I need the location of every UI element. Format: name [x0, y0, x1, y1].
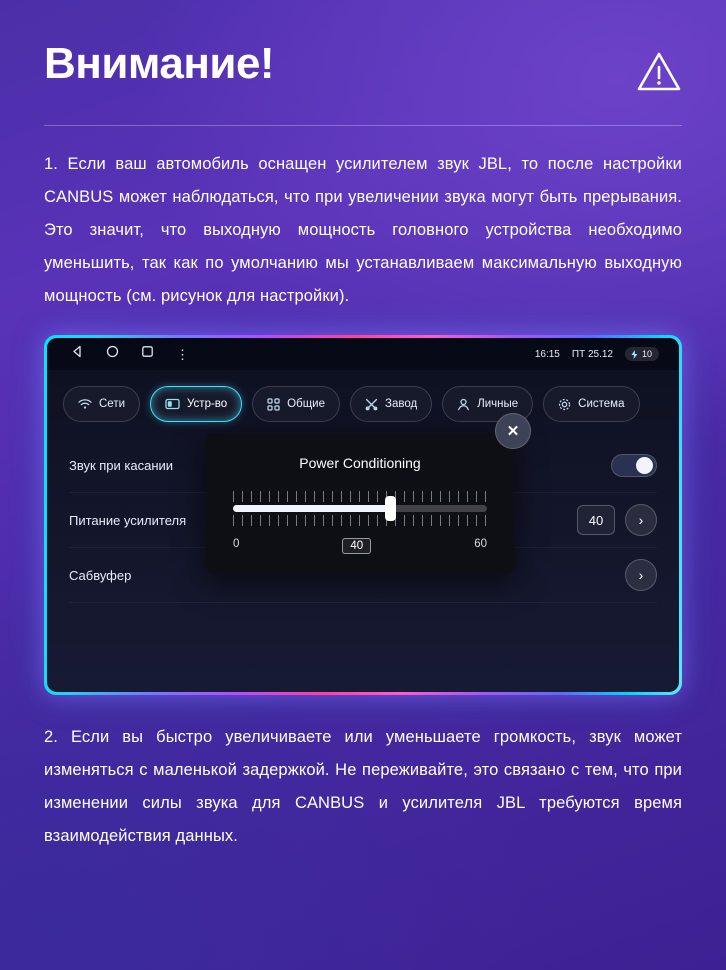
status-time: 16:15 [534, 348, 560, 360]
overflow-menu-icon[interactable]: ⋮ [176, 346, 189, 362]
square-icon[interactable] [141, 345, 154, 363]
row-control [625, 559, 657, 591]
tab-device[interactable] [150, 386, 242, 422]
slider-track[interactable] [233, 505, 487, 512]
tab-system[interactable] [543, 386, 639, 422]
power-slider[interactable] [225, 491, 495, 526]
page-header [0, 0, 726, 99]
tools-icon [365, 398, 378, 411]
android-status-bar [47, 338, 679, 370]
chevron-right-icon[interactable]: › [625, 559, 657, 591]
tab-label: Общие [287, 398, 325, 410]
gear-icon [558, 398, 571, 411]
home-circle-icon[interactable] [106, 345, 119, 363]
battery-icon [625, 347, 659, 361]
tab-label: Сети [99, 398, 126, 410]
tab-label: Личные [477, 398, 519, 410]
settings-tab-bar [47, 370, 679, 434]
page-title: Внимание! [44, 39, 275, 88]
status-right-cluster [535, 347, 665, 361]
slider-fill [233, 505, 390, 512]
tab-networks[interactable] [63, 386, 140, 422]
tab-general[interactable] [252, 386, 340, 422]
tab-factory[interactable] [350, 386, 432, 422]
slider-ticks-bottom [233, 515, 487, 526]
close-icon[interactable]: ✕ [495, 413, 531, 449]
device-screen [47, 338, 679, 692]
row-label: Питание усилителя [69, 512, 187, 528]
slider-max-label: 60 [474, 538, 487, 550]
back-triangle-icon[interactable] [71, 345, 84, 363]
slider-min-label: 0 [233, 538, 240, 550]
slider-scale [225, 538, 495, 554]
navigation-bar [61, 345, 189, 363]
toggle-knob [636, 457, 653, 474]
chevron-right-icon[interactable]: › [625, 504, 657, 536]
device-screenshot-frame [44, 335, 682, 695]
person-icon [457, 398, 470, 411]
tab-label: Завод [385, 398, 418, 410]
row-control [611, 454, 657, 477]
tab-label: Система [578, 398, 625, 410]
apps-grid-icon [267, 398, 280, 411]
paragraph-two: 2. Если вы быстро увеличиваете или уменьшаете громкость, звук может изменяться с маленькой задержкой. Не переживайте, это связано с тем, что при изменении силы звука для CANBUS и усилителя JBL требуются время взаимодействия данных. [44, 728, 682, 845]
device-icon [165, 398, 180, 410]
slider-current-label: 40 [342, 538, 371, 554]
dialog-title: Power Conditioning [299, 455, 421, 471]
row-control [577, 504, 657, 536]
header-divider [44, 125, 682, 126]
row-label: Звук при касании [69, 457, 174, 473]
wifi-icon [78, 398, 92, 410]
battery-level: 10 [641, 349, 652, 359]
power-conditioning-dialog [205, 423, 520, 574]
tab-label: Устр-во [187, 398, 228, 410]
warning-triangle-icon [636, 50, 682, 99]
touch-sound-toggle[interactable] [611, 454, 657, 477]
status-date: ПТ 25.12 [571, 348, 613, 360]
paragraph-one: 1. Если ваш автомобиль оснащен усилителем звук JBL, то после настройки CANBUS может наблюдаться, что при увеличении звука могут быть прерывания. Это значит, что выходную мощность головного устройства необходимо уменьшить, так как по умолчанию мы устанавливаем максимальную выходную мощность (см. рисунок для настройки). [44, 155, 682, 305]
slider-ticks-top [233, 491, 487, 502]
row-label: Сабвуфер [69, 567, 132, 583]
amplifier-power-value[interactable]: 40 [577, 505, 615, 535]
